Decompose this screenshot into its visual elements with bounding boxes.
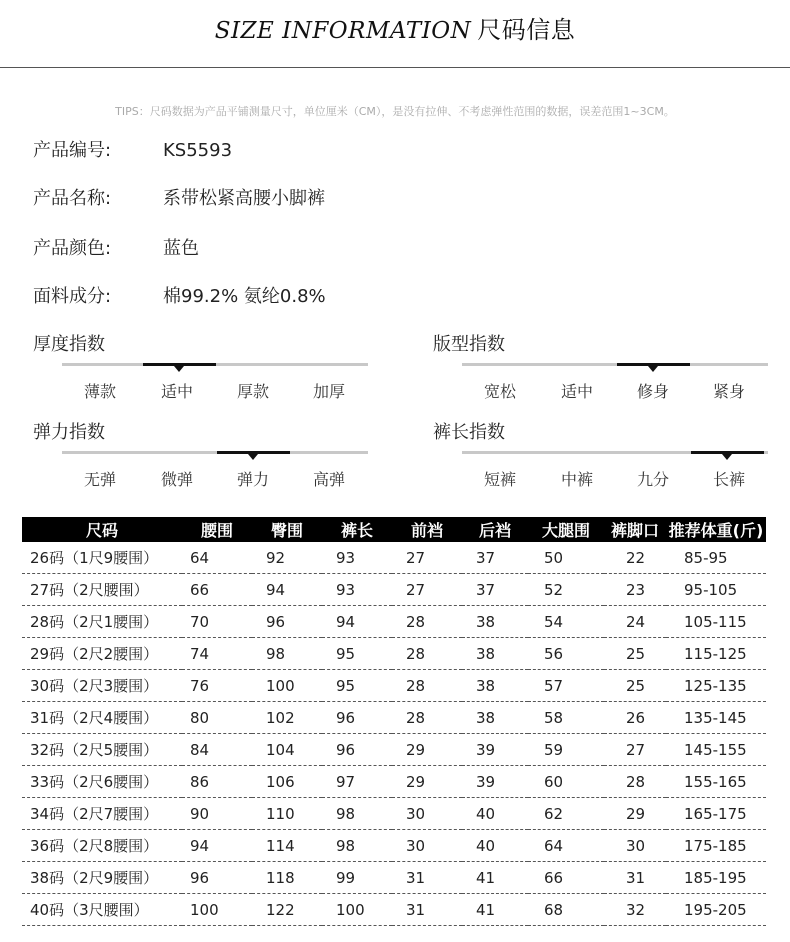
scale-option: 中裤	[560, 470, 593, 489]
measure-cell: 32	[604, 894, 666, 926]
scale-option: 无弹	[83, 470, 116, 489]
table-row	[22, 638, 766, 670]
measure-cell: 37	[462, 574, 528, 606]
measure-cell: 96	[322, 702, 392, 734]
table-row	[22, 702, 766, 734]
product-code-value: KS5593	[163, 140, 233, 161]
table-row	[22, 894, 766, 926]
measure-cell: 102	[252, 702, 322, 734]
measure-cell: 105-115	[666, 606, 766, 638]
scale-track	[62, 451, 368, 454]
page-title-cn: 尺码信息	[477, 16, 576, 44]
column-header: 后裆	[462, 517, 528, 542]
measure-cell: 66	[528, 862, 604, 894]
measure-cell: 64	[182, 542, 252, 574]
size-cell: 30码（2尺3腰围）	[22, 670, 182, 702]
measure-cell: 24	[604, 606, 666, 638]
thickness-index-title: 厚度指数	[33, 334, 105, 355]
measure-cell: 110	[252, 798, 322, 830]
measure-cell: 86	[182, 766, 252, 798]
measure-cell: 58	[528, 702, 604, 734]
measure-cell: 38	[462, 702, 528, 734]
scale-marker-icon	[174, 366, 184, 372]
measure-cell: 98	[322, 830, 392, 862]
scale-marker-icon	[248, 454, 258, 460]
measure-cell: 39	[462, 734, 528, 766]
size-cell: 27码（2尺腰围）	[22, 574, 182, 606]
product-name-value: 系带松紧高腰小脚裤	[163, 188, 325, 209]
measure-cell: 40	[462, 830, 528, 862]
scale-option: 弹力	[236, 470, 269, 489]
measure-cell: 97	[322, 766, 392, 798]
scale-option: 薄款	[83, 382, 116, 401]
measure-cell: 38	[462, 670, 528, 702]
measure-cell: 22	[604, 542, 666, 574]
measure-cell: 70	[182, 606, 252, 638]
measure-cell: 114	[252, 830, 322, 862]
measure-cell: 68	[528, 894, 604, 926]
measure-cell: 28	[392, 702, 462, 734]
column-header: 大腿围	[528, 517, 604, 542]
table-row	[22, 862, 766, 894]
size-cell: 38码（2尺9腰围）	[22, 862, 182, 894]
measure-cell: 64	[528, 830, 604, 862]
measure-cell: 30	[604, 830, 666, 862]
measure-cell: 94	[252, 574, 322, 606]
measure-cell: 85-95	[666, 542, 766, 574]
measure-cell: 95	[322, 638, 392, 670]
column-header: 前裆	[392, 517, 462, 542]
measure-cell: 66	[182, 574, 252, 606]
column-header: 裤长	[322, 517, 392, 542]
measure-cell: 115-125	[666, 638, 766, 670]
measure-cell: 30	[392, 798, 462, 830]
table-row	[22, 606, 766, 638]
measure-cell: 52	[528, 574, 604, 606]
table-row	[22, 542, 766, 574]
header-divider	[0, 67, 790, 68]
measure-cell: 38	[462, 606, 528, 638]
table-row	[22, 798, 766, 830]
product-color-value: 蓝色	[163, 238, 199, 259]
scale-option: 高弹	[312, 470, 345, 489]
measure-cell: 135-145	[666, 702, 766, 734]
size-cell: 33码（2尺6腰围）	[22, 766, 182, 798]
fit-index-title: 版型指数	[433, 334, 505, 355]
measure-cell: 90	[182, 798, 252, 830]
measure-cell: 84	[182, 734, 252, 766]
measure-cell: 27	[392, 542, 462, 574]
table-row	[22, 734, 766, 766]
measure-cell: 54	[528, 606, 604, 638]
measure-cell: 25	[604, 670, 666, 702]
table-row	[22, 574, 766, 606]
measure-cell: 41	[462, 894, 528, 926]
table-row	[22, 670, 766, 702]
size-cell: 34码（2尺7腰围）	[22, 798, 182, 830]
scale-option: 微弹	[160, 470, 193, 489]
measure-cell: 29	[604, 798, 666, 830]
measure-cell: 185-195	[666, 862, 766, 894]
elasticity-scale	[62, 451, 368, 491]
size-cell: 29码（2尺2腰围）	[22, 638, 182, 670]
measure-cell: 92	[252, 542, 322, 574]
measure-cell: 40	[462, 798, 528, 830]
measure-cell: 76	[182, 670, 252, 702]
product-name-row	[33, 184, 325, 210]
measure-cell: 27	[604, 734, 666, 766]
thickness-scale	[62, 363, 368, 403]
size-cell: 36码（2尺8腰围）	[22, 830, 182, 862]
size-cell: 40码（3尺腰围）	[22, 894, 182, 926]
measure-cell: 74	[182, 638, 252, 670]
column-header: 裤脚口	[604, 517, 666, 542]
fabric-label: 面料成分:	[33, 286, 112, 307]
measure-cell: 56	[528, 638, 604, 670]
scale-option: 适中	[160, 382, 193, 401]
scale-option: 宽松	[483, 382, 516, 401]
measure-cell: 145-155	[666, 734, 766, 766]
size-cell: 28码（2尺1腰围）	[22, 606, 182, 638]
fit-scale	[462, 363, 768, 403]
measure-cell: 41	[462, 862, 528, 894]
measure-cell: 100	[252, 670, 322, 702]
length-scale	[462, 451, 768, 491]
measure-cell: 95-105	[666, 574, 766, 606]
measure-cell: 98	[252, 638, 322, 670]
measure-cell: 155-165	[666, 766, 766, 798]
tips-text: TIPS：尺码数据为产品平铺测量尺寸，单位厘米（CM），是没有拉伸、不考虑弹性范围的数据，误差范围1~3CM。	[115, 105, 675, 118]
scale-option: 加厚	[312, 382, 345, 401]
measure-cell: 96	[322, 734, 392, 766]
measure-cell: 175-185	[666, 830, 766, 862]
measure-cell: 96	[252, 606, 322, 638]
product-name-label: 产品名称:	[33, 188, 112, 209]
measure-cell: 62	[528, 798, 604, 830]
size-cell: 26码（1尺9腰围）	[22, 542, 182, 574]
measure-cell: 99	[322, 862, 392, 894]
column-header: 腰围	[182, 517, 252, 542]
measure-cell: 104	[252, 734, 322, 766]
measure-cell: 95	[322, 670, 392, 702]
fabric-value: 棉99.2% 氨纶0.8%	[163, 286, 326, 307]
measure-cell: 25	[604, 638, 666, 670]
measure-cell: 27	[392, 574, 462, 606]
measure-cell: 29	[392, 734, 462, 766]
measure-cell: 94	[182, 830, 252, 862]
scale-option: 修身	[636, 382, 669, 401]
measure-cell: 28	[392, 670, 462, 702]
measure-cell: 50	[528, 542, 604, 574]
scale-option: 厚款	[236, 382, 269, 401]
measure-cell: 93	[322, 574, 392, 606]
measure-cell: 80	[182, 702, 252, 734]
measure-cell: 31	[604, 862, 666, 894]
measure-cell: 106	[252, 766, 322, 798]
measure-cell: 57	[528, 670, 604, 702]
scale-option: 九分	[636, 470, 669, 489]
measure-cell: 26	[604, 702, 666, 734]
product-color-row	[33, 234, 199, 260]
measure-cell: 122	[252, 894, 322, 926]
scale-marker-icon	[722, 454, 732, 460]
measure-cell: 118	[252, 862, 322, 894]
product-color-label: 产品颜色:	[33, 238, 112, 259]
measure-cell: 31	[392, 862, 462, 894]
measure-cell: 60	[528, 766, 604, 798]
measure-cell: 100	[182, 894, 252, 926]
measure-cell: 28	[392, 606, 462, 638]
measure-cell: 38	[462, 638, 528, 670]
measure-cell: 96	[182, 862, 252, 894]
page-title	[0, 10, 790, 45]
measure-cell: 59	[528, 734, 604, 766]
measure-cell: 30	[392, 830, 462, 862]
fabric-row	[33, 282, 326, 308]
measure-cell: 93	[322, 542, 392, 574]
table-header-row	[22, 517, 766, 542]
measure-cell: 195-205	[666, 894, 766, 926]
size-cell: 32码（2尺5腰围）	[22, 734, 182, 766]
measure-cell: 29	[392, 766, 462, 798]
length-index-title: 裤长指数	[433, 422, 505, 443]
table-row	[22, 766, 766, 798]
measure-cell: 28	[604, 766, 666, 798]
measure-cell: 31	[392, 894, 462, 926]
column-header: 尺码	[22, 517, 182, 542]
measure-cell: 39	[462, 766, 528, 798]
page-title-en: SIZE INFORMATION	[214, 18, 472, 44]
measure-cell: 94	[322, 606, 392, 638]
scale-marker-icon	[648, 366, 658, 372]
measure-cell: 100	[322, 894, 392, 926]
measure-cell: 125-135	[666, 670, 766, 702]
measure-cell: 23	[604, 574, 666, 606]
scale-option: 长裤	[712, 470, 745, 489]
scale-track	[462, 363, 768, 366]
header	[0, 0, 790, 68]
size-cell: 31码（2尺4腰围）	[22, 702, 182, 734]
scale-option: 紧身	[712, 382, 745, 401]
scale-option: 适中	[560, 382, 593, 401]
scale-option: 短裤	[483, 470, 516, 489]
table-row	[22, 830, 766, 862]
product-code-row	[33, 136, 232, 162]
measure-cell: 28	[392, 638, 462, 670]
table-body	[22, 542, 766, 926]
measure-cell: 98	[322, 798, 392, 830]
column-header: 推荐体重(斤)	[666, 517, 766, 542]
size-table	[22, 517, 766, 926]
measure-cell: 165-175	[666, 798, 766, 830]
column-header: 臀围	[252, 517, 322, 542]
product-code-label: 产品编号:	[33, 140, 112, 161]
measure-cell: 37	[462, 542, 528, 574]
elasticity-index-title: 弹力指数	[33, 422, 105, 443]
